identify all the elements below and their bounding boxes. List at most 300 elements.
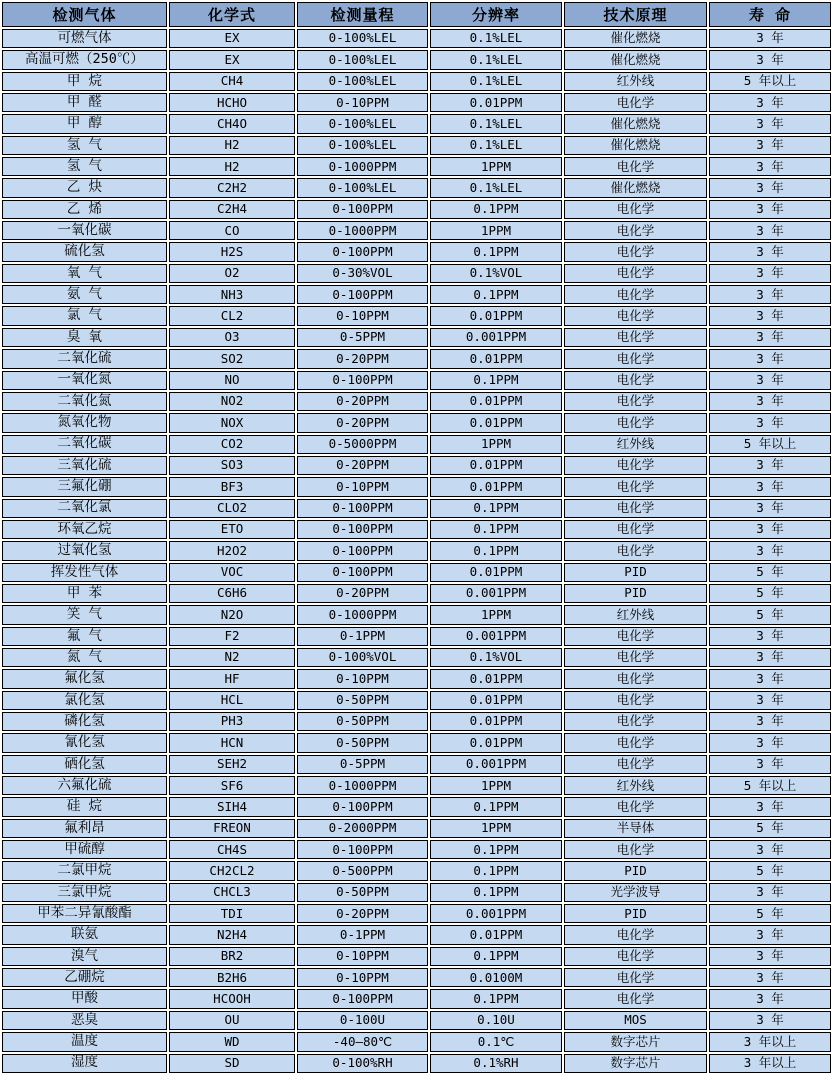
table-cell: 0.1%VOL [430,648,562,667]
table-cell: 二氯甲烷 [2,861,167,880]
table-cell: 湿度 [2,1054,167,1074]
table-cell: 5 年 [709,605,831,624]
table-cell: 电化学 [564,93,707,112]
table-cell: 1PPM [430,819,562,838]
table-cell: 0-500PPM [297,861,428,880]
table-cell: 0.1%LEL [430,178,562,197]
table-cell: VOC [169,563,295,582]
table-cell: 0-100PPM [297,242,428,261]
table-cell: 电化学 [564,413,707,432]
table-cell: 0-20PPM [297,413,428,432]
table-cell: 0.001PPM [430,328,562,347]
table-row [2,114,831,133]
table-row [2,584,831,603]
table-cell: 0.1PPM [430,541,562,560]
table-cell: C2H2 [169,178,295,197]
table-cell: 氨 气 [2,285,167,304]
table-cell: 0-10PPM [297,477,428,496]
table-cell: 0.10U [430,1011,562,1030]
table-row [2,349,831,368]
table-cell: 0-100%LEL [297,136,428,155]
table-cell: 1PPM [430,605,562,624]
table-cell: 0-1000PPM [297,157,428,176]
table-cell: O2 [169,264,295,283]
table-cell: 电化学 [564,157,707,176]
table-cell: 5 年 [709,861,831,880]
table-cell: 5 年 [709,584,831,603]
table-cell: 0-100PPM [297,563,428,582]
table-cell: 0-100PPM [297,200,428,219]
table-row [2,989,831,1008]
table-cell: 0-1000PPM [297,776,428,795]
table-cell: PID [564,563,707,582]
table-cell: 0-100%LEL [297,29,428,48]
table-cell: 3 年 [709,50,831,69]
table-cell: 0-5PPM [297,755,428,774]
table-cell: 0-100PPM [297,371,428,390]
table-row [2,968,831,987]
table-cell: 氢 气 [2,136,167,155]
table-body [2,29,831,1073]
table-cell: 氧 气 [2,264,167,283]
table-cell: 3 年 [709,883,831,902]
table-cell: 三氯甲烷 [2,883,167,902]
table-row [2,392,831,411]
table-cell: 甲酸 [2,989,167,1008]
table-row [2,29,831,48]
table-row [2,50,831,69]
table-cell: 0-10PPM [297,947,428,966]
table-cell: 氟化氢 [2,669,167,688]
table-row [2,328,831,347]
col-header-principle: 技术原理 [564,2,707,27]
table-cell: 电化学 [564,371,707,390]
table-cell: N2 [169,648,295,667]
col-header-range: 检测量程 [297,2,428,27]
table-cell: 3 年 [709,925,831,944]
table-cell: 三氟化硼 [2,477,167,496]
table-cell: 0.0100M [430,968,562,987]
table-cell: 3 年 [709,114,831,133]
table-cell: ETO [169,520,295,539]
table-cell: 数字芯片 [564,1054,707,1074]
table-cell: 3 年 [709,392,831,411]
table-cell: 数字芯片 [564,1032,707,1051]
table-cell: 红外线 [564,435,707,454]
table-cell: 5 年以上 [709,72,831,91]
table-cell: H2 [169,136,295,155]
table-cell: 0-5PPM [297,328,428,347]
table-cell: 催化燃烧 [564,114,707,133]
table-cell: 0.01PPM [430,691,562,710]
table-cell: FREON [169,819,295,838]
table-row [2,861,831,880]
table-cell: 氮氧化物 [2,413,167,432]
table-row [2,285,831,304]
table-cell: SD [169,1054,295,1074]
table-cell: 3 年 [709,349,831,368]
table-cell: 氢 气 [2,157,167,176]
table-cell: 二氧化氮 [2,392,167,411]
table-cell: 氟利昂 [2,819,167,838]
table-cell: 1PPM [430,221,562,240]
table-row [2,669,831,688]
table-cell: 硫化氢 [2,242,167,261]
table-cell: 硅 烷 [2,797,167,816]
table-cell: H2 [169,157,295,176]
table-cell: 二氧化硫 [2,349,167,368]
table-cell: 二氧化碳 [2,435,167,454]
table-cell: 电化学 [564,328,707,347]
table-cell: 0-10PPM [297,93,428,112]
table-cell: SIH4 [169,797,295,816]
table-row [2,605,831,624]
table-cell: 0-20PPM [297,904,428,923]
table-row [2,242,831,261]
table-cell: 乙硼烷 [2,968,167,987]
table-cell: NH3 [169,285,295,304]
table-cell: 六氟化硫 [2,776,167,795]
table-cell: 3 年 [709,520,831,539]
table-cell: F2 [169,627,295,646]
table-cell: 0-1000PPM [297,605,428,624]
col-header-formula: 化学式 [169,2,295,27]
table-cell: BR2 [169,947,295,966]
table-row [2,819,831,838]
table-cell: 0.01PPM [430,392,562,411]
table-row [2,925,831,944]
table-cell: 0.1%RH [430,1054,562,1074]
table-cell: 0.001PPM [430,584,562,603]
table-cell: 3 年以上 [709,1054,831,1074]
table-cell: 3 年 [709,264,831,283]
table-cell: 红外线 [564,776,707,795]
table-row [2,691,831,710]
table-cell: BF3 [169,477,295,496]
table-cell: 0-100PPM [297,520,428,539]
table-cell: EX [169,29,295,48]
header-row [2,2,831,27]
table-cell: 可燃气体 [2,29,167,48]
table-row [2,1011,831,1030]
table-row [2,520,831,539]
table-cell: 3 年 [709,989,831,1008]
table-cell: 0.1%LEL [430,72,562,91]
table-cell: 0.01PPM [430,93,562,112]
table-cell: HF [169,669,295,688]
table-cell: 电化学 [564,925,707,944]
table-cell: 0-100PPM [297,285,428,304]
table-cell: 电化学 [564,755,707,774]
table-cell: 0-100%LEL [297,178,428,197]
table-row [2,840,831,859]
table-cell: SO3 [169,456,295,475]
table-cell: 3 年 [709,648,831,667]
table-cell: 3 年 [709,499,831,518]
table-cell: 电化学 [564,797,707,816]
table-cell: 红外线 [564,72,707,91]
table-cell: 3 年 [709,157,831,176]
table-cell: B2H6 [169,968,295,987]
table-cell: 催化燃烧 [564,136,707,155]
table-cell: 电化学 [564,456,707,475]
table-cell: 1PPM [430,776,562,795]
table-cell: 半导体 [564,819,707,838]
table-row [2,93,831,112]
table-cell: -40—80℃ [297,1032,428,1051]
table-cell: 3 年以上 [709,1032,831,1051]
table-cell: 0.1PPM [430,285,562,304]
table-row [2,499,831,518]
table-row [2,221,831,240]
table-cell: TDI [169,904,295,923]
table-cell: 0.1%LEL [430,29,562,48]
table-cell: 0-10PPM [297,669,428,688]
table-row [2,733,831,752]
table-cell: 0-1PPM [297,627,428,646]
table-cell: CH4 [169,72,295,91]
table-cell: 电化学 [564,200,707,219]
table-cell: 1PPM [430,435,562,454]
table-cell: 臭 氧 [2,328,167,347]
table-cell: 甲 醛 [2,93,167,112]
table-cell: 电化学 [564,712,707,731]
table-row [2,178,831,197]
table-cell: 0-20PPM [297,584,428,603]
table-cell: NO2 [169,392,295,411]
table-row [2,1054,831,1074]
table-row [2,435,831,454]
table-cell: 甲 烷 [2,72,167,91]
table-cell: 甲 苯 [2,584,167,603]
table-cell: 溴气 [2,947,167,966]
table-cell: 电化学 [564,968,707,987]
table-cell: 三氧化硫 [2,456,167,475]
table-cell: 光学波导 [564,883,707,902]
table-cell: NOX [169,413,295,432]
table-cell: 电化学 [564,989,707,1008]
table-cell: 氯化氢 [2,691,167,710]
table-cell: O3 [169,328,295,347]
col-header-resolution: 分辨率 [430,2,562,27]
table-cell: 5 年以上 [709,776,831,795]
table-cell: 0-100U [297,1011,428,1030]
table-row [2,306,831,325]
table-cell: 3 年 [709,178,831,197]
table-cell: 0-100%LEL [297,72,428,91]
table-cell: C2H4 [169,200,295,219]
table-cell: 0.1PPM [430,989,562,1008]
table-row [2,541,831,560]
table-cell: HCOOH [169,989,295,1008]
table-cell: 0-50PPM [297,733,428,752]
table-cell: 乙 炔 [2,178,167,197]
table-cell: 0-1PPM [297,925,428,944]
table-cell: 笑 气 [2,605,167,624]
table-cell: 氮 气 [2,648,167,667]
table-cell: 5 年以上 [709,435,831,454]
table-row [2,627,831,646]
table-cell: 0-100PPM [297,541,428,560]
table-cell: 0.1PPM [430,520,562,539]
table-cell: 环氧乙烷 [2,520,167,539]
table-cell: 电化学 [564,242,707,261]
table-cell: 0.01PPM [430,413,562,432]
table-cell: HCHO [169,93,295,112]
table-cell: 0.01PPM [430,349,562,368]
table-cell: CH4O [169,114,295,133]
table-cell: 乙 烯 [2,200,167,219]
table-cell: 0-20PPM [297,456,428,475]
table-cell: 硒化氢 [2,755,167,774]
table-cell: 甲硫醇 [2,840,167,859]
table-row [2,883,831,902]
table-cell: 3 年 [709,285,831,304]
table-cell: 甲 醇 [2,114,167,133]
table-cell: 3 年 [709,1011,831,1030]
table-row [2,563,831,582]
table-cell: 3 年 [709,541,831,560]
table-row [2,904,831,923]
table-cell: 3 年 [709,200,831,219]
table-cell: 3 年 [709,840,831,859]
table-cell: 0.01PPM [430,733,562,752]
table-cell: 0.1PPM [430,200,562,219]
table-cell: 5 年 [709,563,831,582]
table-cell: 催化燃烧 [564,178,707,197]
table-cell: 联氨 [2,925,167,944]
table-cell: 一氧化碳 [2,221,167,240]
table-cell: 电化学 [564,648,707,667]
table-cell: PID [564,861,707,880]
table-cell: 0-100%RH [297,1054,428,1074]
table-cell: CO2 [169,435,295,454]
table-cell: WD [169,1032,295,1051]
table-cell: N2O [169,605,295,624]
table-cell: 0-100PPM [297,989,428,1008]
table-cell: OU [169,1011,295,1030]
table-cell: 3 年 [709,947,831,966]
table-cell: 0.1PPM [430,797,562,816]
table-cell: 0.1%LEL [430,136,562,155]
table-cell: 电化学 [564,947,707,966]
table-cell: 3 年 [709,456,831,475]
table-cell: HCN [169,733,295,752]
table-cell: 电化学 [564,392,707,411]
table-cell: 一氧化氮 [2,371,167,390]
col-header-lifespan: 寿 命 [709,2,831,27]
table-cell: 电化学 [564,627,707,646]
table-cell: 氯 气 [2,306,167,325]
table-cell: CH4S [169,840,295,859]
table-cell: 电化学 [564,349,707,368]
table-cell: 0-100PPM [297,499,428,518]
table-cell: CH2CL2 [169,861,295,880]
table-cell: 电化学 [564,520,707,539]
table-cell: 0.01PPM [430,712,562,731]
table-cell: 二氧化氯 [2,499,167,518]
table-cell: CO [169,221,295,240]
table-cell: 0.01PPM [430,925,562,944]
table-cell: 电化学 [564,733,707,752]
table-row [2,456,831,475]
table-cell: 催化燃烧 [564,29,707,48]
table-row [2,157,831,176]
table-cell: 电化学 [564,691,707,710]
table-cell: NO [169,371,295,390]
table-cell: 3 年 [709,93,831,112]
table-cell: CHCL3 [169,883,295,902]
table-cell: 0.1PPM [430,242,562,261]
table-cell: 电化学 [564,840,707,859]
table-cell: 电化学 [564,477,707,496]
table-cell: 红外线 [564,605,707,624]
table-cell: PID [564,904,707,923]
table-row [2,413,831,432]
table-row [2,947,831,966]
table-row [2,755,831,774]
table-cell: 3 年 [709,413,831,432]
table-cell: SEH2 [169,755,295,774]
table-header [2,2,831,27]
table-cell: SO2 [169,349,295,368]
table-cell: 恶臭 [2,1011,167,1030]
table-cell: 3 年 [709,306,831,325]
table-cell: HCL [169,691,295,710]
table-cell: 电化学 [564,669,707,688]
table-cell: 0-100%LEL [297,50,428,69]
table-cell: 5 年 [709,904,831,923]
table-cell: 3 年 [709,627,831,646]
table-cell: 3 年 [709,242,831,261]
table-cell: N2H4 [169,925,295,944]
table-cell: 电化学 [564,499,707,518]
table-cell: CLO2 [169,499,295,518]
table-cell: 0.01PPM [430,456,562,475]
table-row [2,136,831,155]
table-row [2,72,831,91]
table-row [2,797,831,816]
table-cell: 0-10PPM [297,306,428,325]
table-row [2,200,831,219]
table-cell: 电化学 [564,541,707,560]
table-cell: 氰化氢 [2,733,167,752]
table-cell: 0.1PPM [430,840,562,859]
table-cell: 挥发性气体 [2,563,167,582]
table-cell: 0.1%VOL [430,264,562,283]
table-cell: 0.01PPM [430,306,562,325]
table-cell: CL2 [169,306,295,325]
table-cell: 0-2000PPM [297,819,428,838]
table-cell: 3 年 [709,221,831,240]
table-cell: 氟 气 [2,627,167,646]
table-row [2,371,831,390]
table-cell: 0-1000PPM [297,221,428,240]
table-cell: 0.1℃ [430,1032,562,1051]
table-cell: 3 年 [709,29,831,48]
table-cell: 0.01PPM [430,477,562,496]
table-cell: 3 年 [709,712,831,731]
table-cell: 0-20PPM [297,349,428,368]
table-cell: 磷化氢 [2,712,167,731]
table-cell: SF6 [169,776,295,795]
table-cell: 3 年 [709,755,831,774]
table-cell: 1PPM [430,157,562,176]
table-cell: 0.001PPM [430,755,562,774]
table-cell: 0.01PPM [430,669,562,688]
table-cell: 催化燃烧 [564,50,707,69]
table-cell: 甲苯二异氰酸酯 [2,904,167,923]
